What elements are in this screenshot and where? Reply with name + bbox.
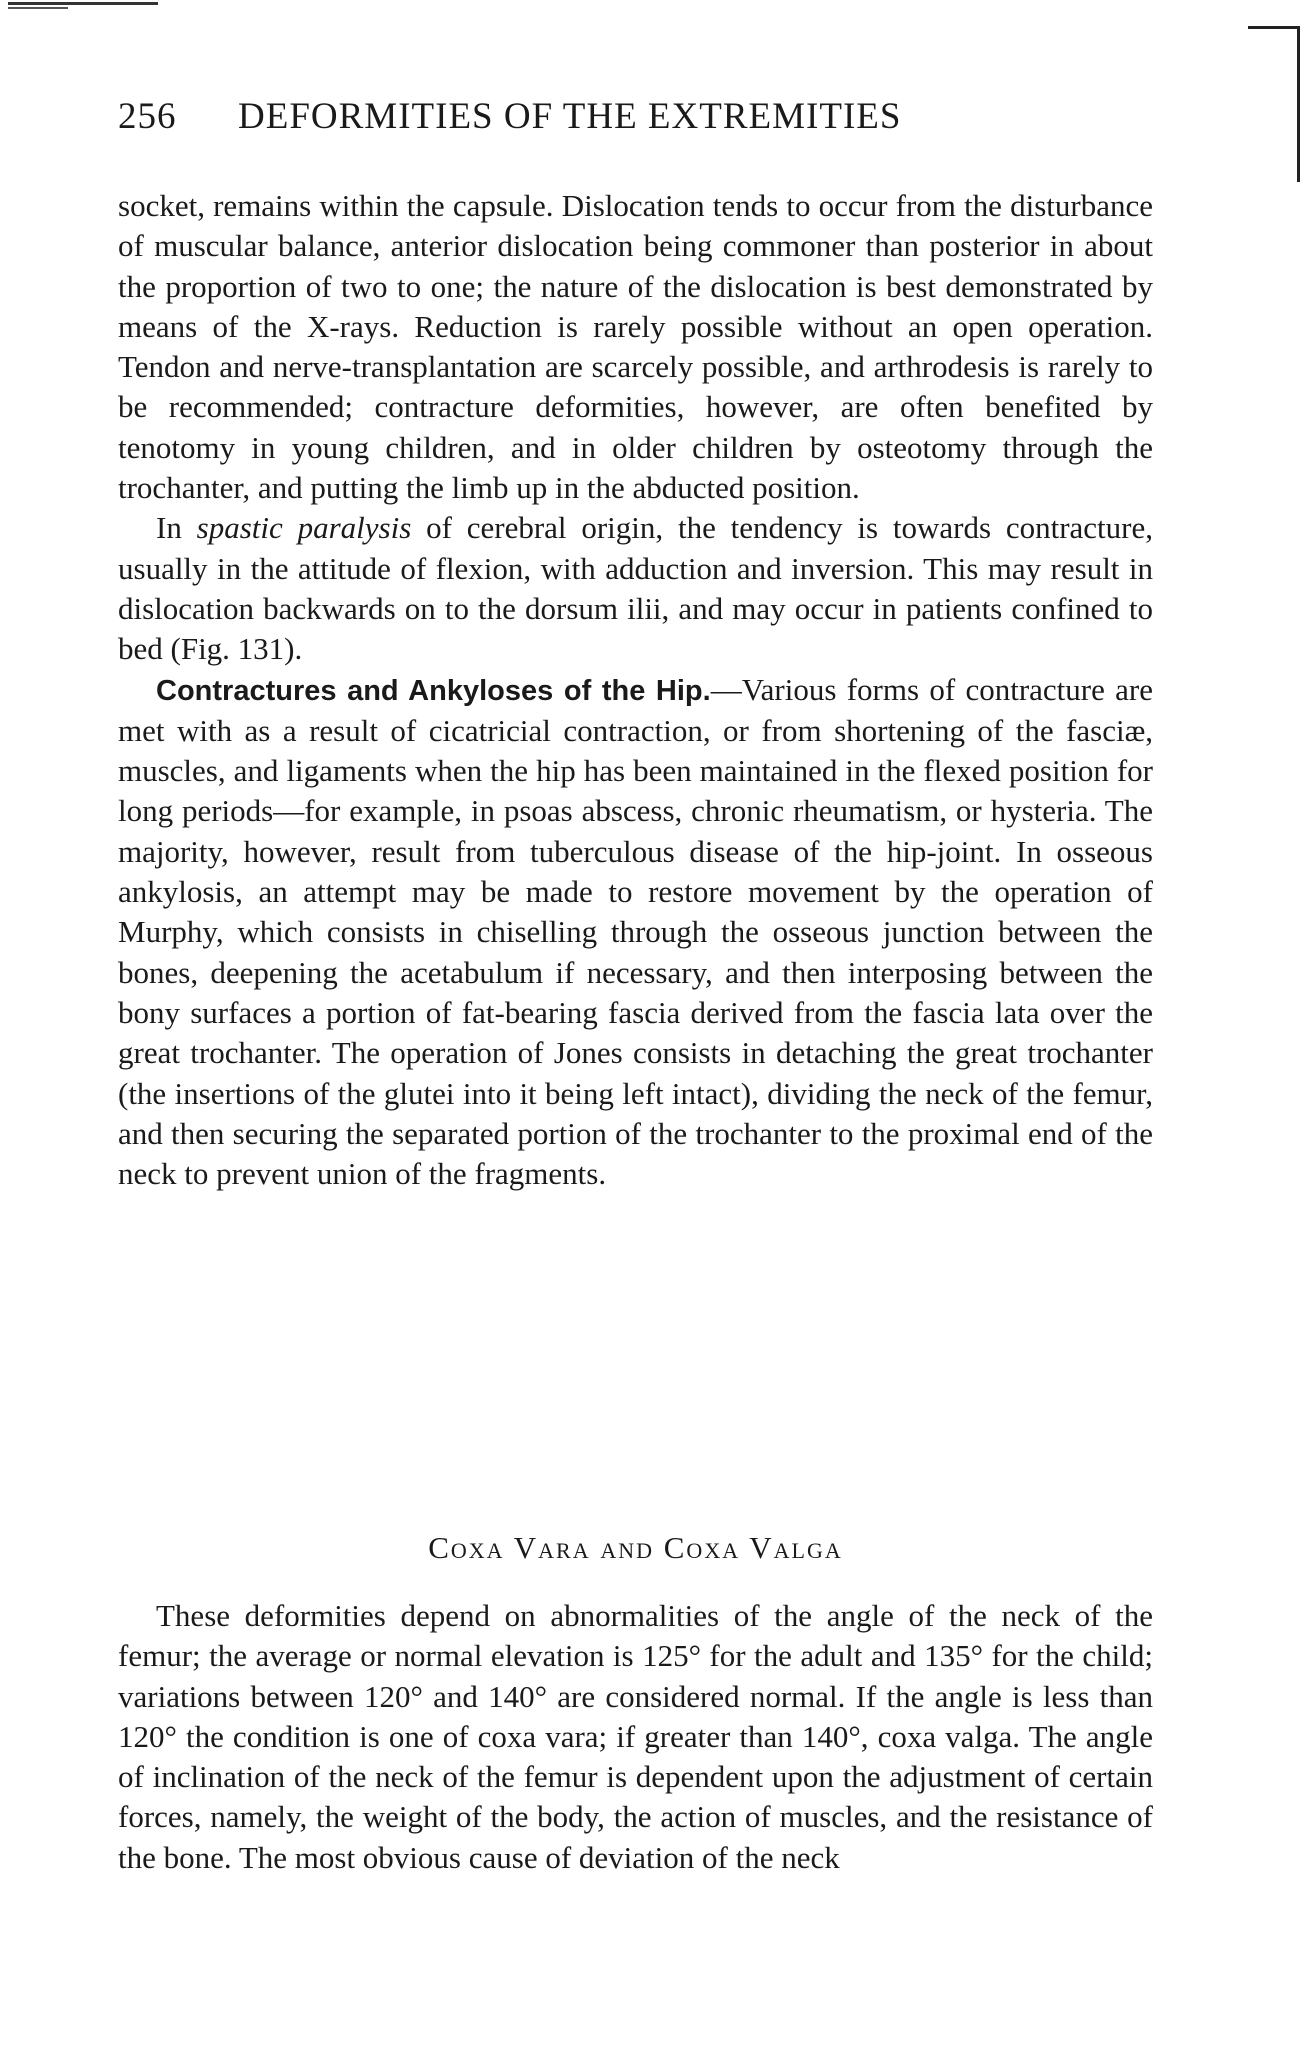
emphasis-spastic-paralysis: spastic paralysis [196,510,412,546]
margin-bracket-side [1297,26,1300,182]
margin-bracket-top [1248,26,1300,29]
paragraph-spastic-paralysis [118,508,1153,669]
paragraph-contractures [118,670,1153,1195]
paragraph-spastic-intro: In [156,510,197,546]
paragraph-contractures-text: —Various forms of contracture are met with as a result of cicatricial contraction, or from shortening of the fasciæ, muscles, and ligaments when the hip has been maintained in the flexed position for long periods—for example, in psoas abscess, chronic rheumatism, or hysteria. The majority, however, result from tuberculous disease of the hip-joint. In osseous ankylosis, an attempt may be made to restore movement by the operation of Murphy, which consists in chiselling through the osseous junction between the bones, deepening the acetabulum if necessary, and then interposing between the bony surfaces a portion of fat-bearing fascia derived from the fascia lata over the great trochanter. The operation of Jones consists in detaching the great trochanter (the insertions of the glutei into it being left intact), dividing the neck of the femur, and then securing the separated portion of the trochanter to the proximal end of the neck to prevent union of the fragments. [118,671,1153,1192]
running-title: DEFORMITIES OF THE EXTREMITIES [238,96,902,137]
paragraph-coxa-vara: These deformities depend on abnormalities of the angle of the neck of the femur; the average or normal elevation is 125° for the adult and 135° for the child; variations between 120° and 140° are considered normal. If the angle is less than 120° the condition is one of coxa vara; if greater than 140°, coxa valga. The angle of inclination of the neck of the femur is dependent upon the adjustment of certain forces, namely, the weight of the body, the action of muscles, and the resistance of the bone. The most obvious cause of deviation of the neck [118,1598,1153,1875]
section-heading: Coxa Vara and Coxa Valga [428,1530,843,1565]
paragraph-spastic-rest: of cerebral origin, the tendency is towards contracture, usually in the attitude of flexion, with adduction and inversion. This may result in dislocation backwards on to the dorsum ilii, and may occur in patients confined to bed (Fig. 131). [118,510,1154,667]
contractures-heading: Contractures and Ankyloses of the Hip. [156,674,711,707]
page-number: 256 [118,96,177,137]
body-text-lower [118,1596,1153,1878]
running-header [118,95,1118,138]
corner-rule [8,2,158,5]
body-text-upper [118,186,1153,1194]
paragraph-dislocation: socket, remains within the capsule. Dislocation tends to occur from the disturbance of muscular balance, anterior dislocation being commoner than posterior in about the proportion of two to one; the nature of the dislocation is best demonstrated by means of the X-rays. Reduction is rarely possible without an open operation. Tendon and nerve-transplantation are scarcely possible, and arthrodesis is rarely to be recommended; contracture deformities, however, are often benefited by tenotomy in young children, and in older children by osteotomy through the trochanter, and putting the limb up in the abducted position. [118,188,1153,506]
corner-rule-secondary [8,7,68,9]
